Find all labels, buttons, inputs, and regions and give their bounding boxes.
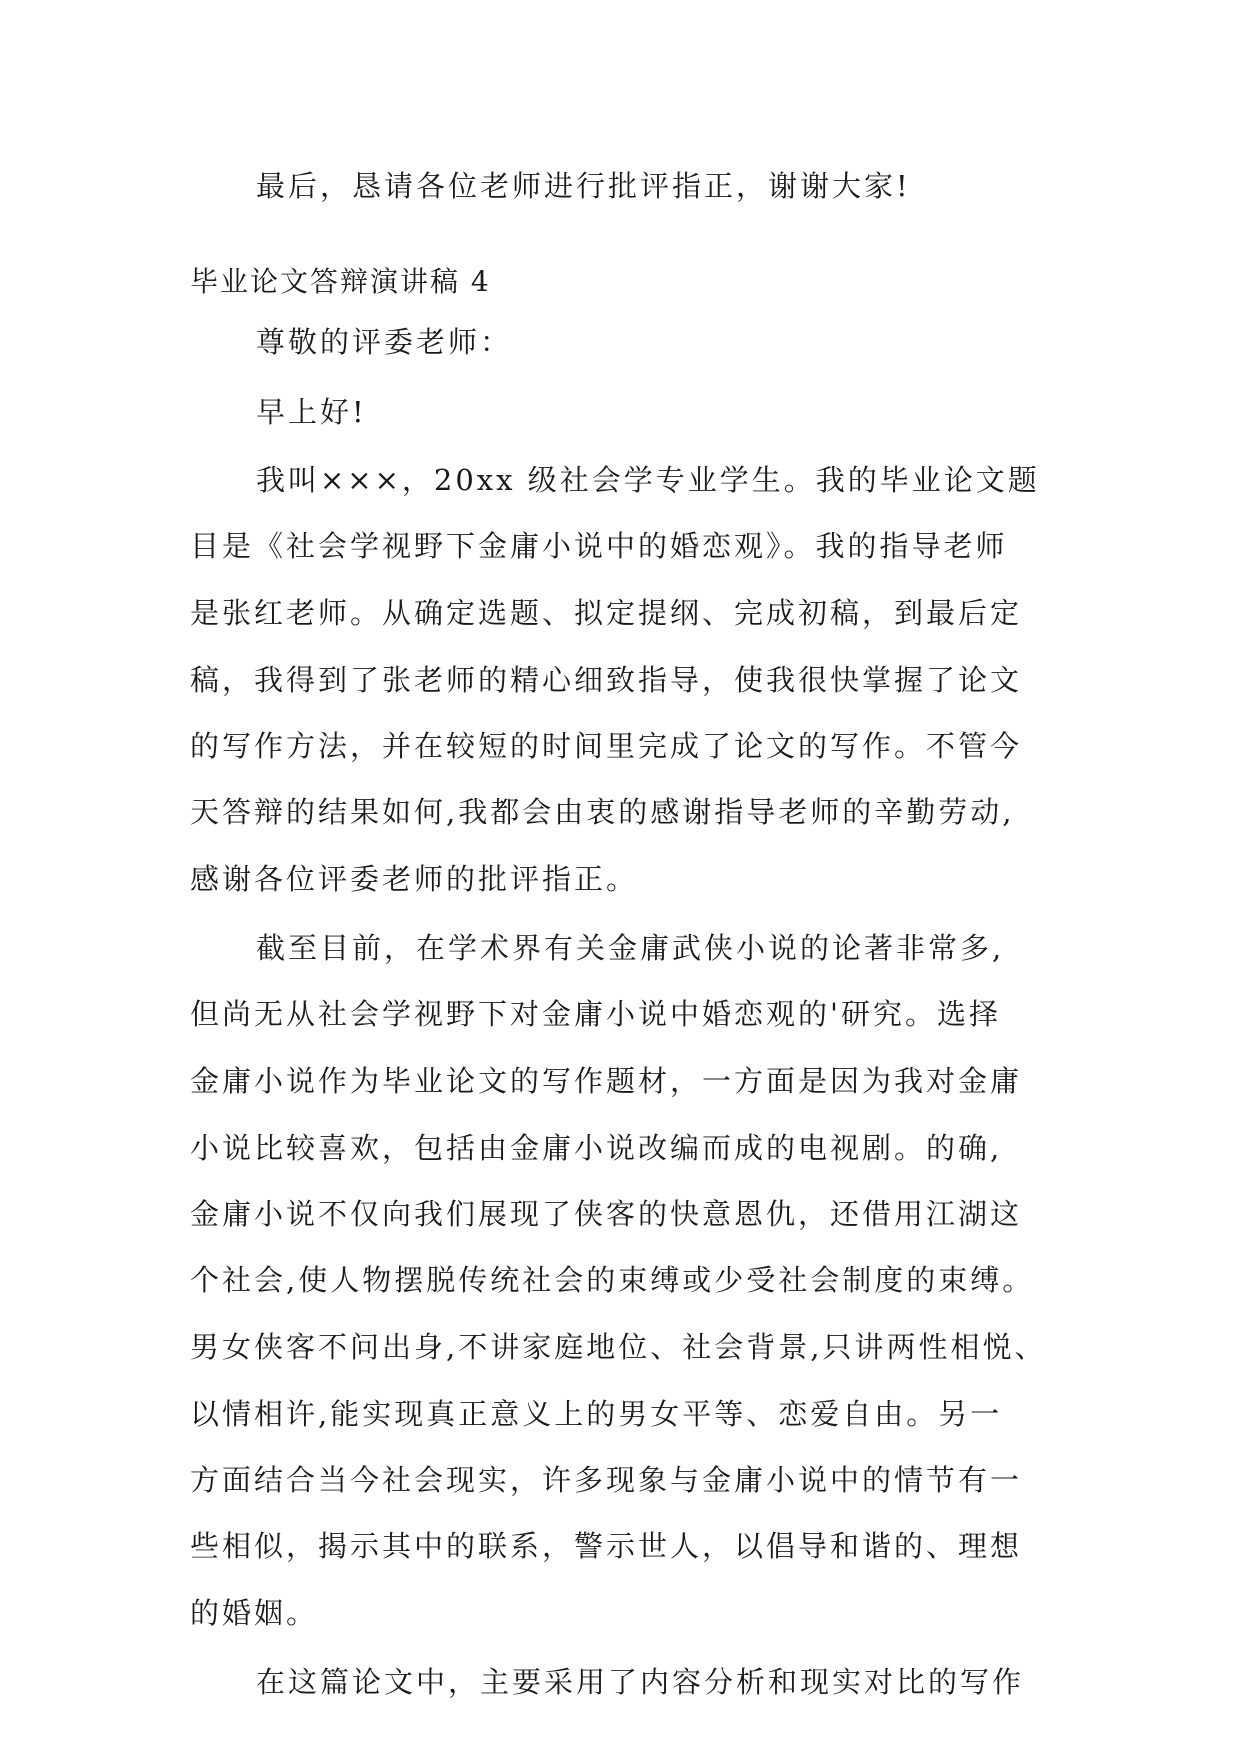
greeting: 早上好! xyxy=(256,395,367,429)
paragraph2-line: 金庸小说作为毕业论文的写作题材，一方面是因为我对金庸 xyxy=(190,1064,1023,1098)
paragraph1-line: 稿，我得到了张老师的精心细致指导，使我很快掌握了论文 xyxy=(190,663,1023,697)
paragraph2-line: 截至目前，在学术界有关金庸武侠小说的论著非常多, xyxy=(256,931,1005,965)
salutation: 尊敬的评委老师： xyxy=(256,325,513,359)
paragraph2-line: 男女侠客不问出身,不讲家庭地位、社会背景,只讲两性相悦、 xyxy=(190,1330,1047,1364)
paragraph2-line: 些相似，揭示其中的联系，警示世人，以倡导和谐的、理想 xyxy=(190,1529,1023,1563)
paragraph1-line: 感谢各位评委老师的批评指正。 xyxy=(190,862,639,896)
paragraph1-line: 目是《社会学视野下金庸小说中的婚恋观》。我的指导老师 xyxy=(190,529,1008,563)
paragraph2-line: 金庸小说不仅向我们展现了侠客的快意恩仇，还借用江湖这 xyxy=(190,1197,1023,1231)
paragraph2-line: 以情相许,能实现真正意义上的男女平等、恋爱自由。另一 xyxy=(190,1397,1003,1431)
paragraph3-line: 在这篇论文中，主要采用了内容分析和现实对比的写作 xyxy=(256,1665,1025,1699)
paragraph1-line: 我叫×××，20xx 级社会学专业学生。我的毕业论文题 xyxy=(256,463,1040,497)
paragraph1-line: 是张红老师。从确定选题、拟定提纲、完成初稿，到最后定 xyxy=(190,596,1023,630)
paragraph2-line: 小说比较喜欢，包括由金庸小说改编而成的电视剧。的确, xyxy=(190,1131,1003,1165)
paragraph2-line: 但尚无从社会学视野下对金庸小说中婚恋观的'研究。选择 xyxy=(190,997,1001,1031)
paragraph1-line: 的写作方法，并在较短的时间里完成了论文的写作。不管今 xyxy=(190,729,1023,763)
paragraph2-line: 的婚姻。 xyxy=(190,1596,319,1630)
closing-line: 最后，恳请各位老师进行批评指正，谢谢大家! xyxy=(256,169,911,203)
paragraph2-line: 个社会,使人物摆脱传统社会的束缚或少受社会制度的束缚。 xyxy=(190,1263,1035,1297)
paragraph1-line: 天答辩的结果如何,我都会由衷的感谢指导老师的辛勤劳动, xyxy=(190,795,1015,829)
paragraph2-line: 方面结合当今社会现实，许多现象与金庸小说中的情节有一 xyxy=(190,1463,1023,1497)
section-title: 毕业论文答辩演讲稿 4 xyxy=(190,265,491,298)
